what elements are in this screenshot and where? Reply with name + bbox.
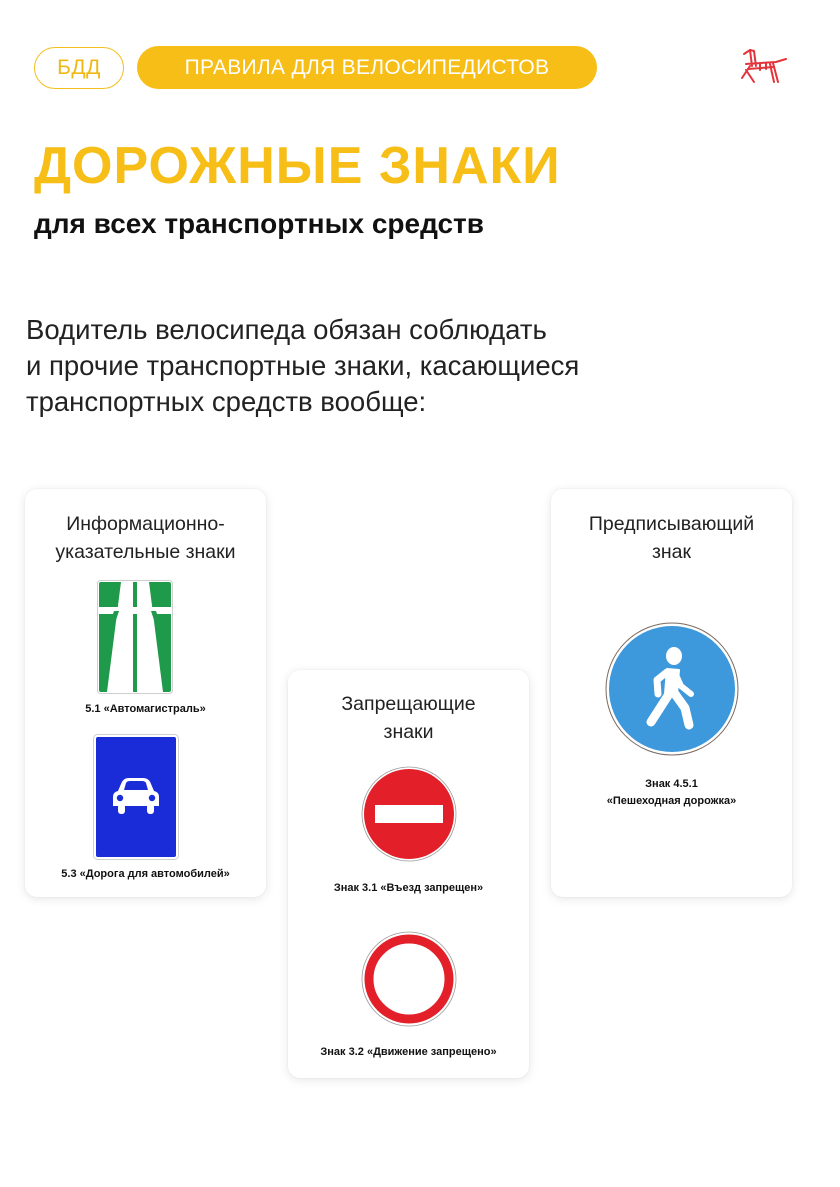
intro-line: Водитель велосипеда обязан соблюдать <box>26 314 547 345</box>
card-mandatory-sign <box>551 489 792 897</box>
intro-line: и прочие транспортные знаки, касающиеся <box>26 350 580 381</box>
card-title-line: Запрещающие <box>341 693 476 715</box>
sign-caption: Знак 3.2 «Движение запрещено» <box>320 1046 497 1058</box>
sign-caption-line: Знак 4.5.1 <box>645 778 698 790</box>
card-title-line: указательные знаки <box>55 541 236 563</box>
card-title-line: Информационно- <box>66 513 225 535</box>
tag-bdd: БДД <box>34 47 124 89</box>
tag-cyclist-rules: ПРАВИЛА ДЛЯ ВЕЛОСИПЕДИСТОВ <box>137 46 597 89</box>
motorway-sign-icon <box>97 580 173 694</box>
sign-caption: Знак 3.1 «Въезд запрещен» <box>333 882 484 894</box>
card-information-signs <box>25 489 266 897</box>
card-title <box>551 510 792 566</box>
card-title-line: Предписывающий <box>588 513 755 535</box>
card-title <box>25 510 266 566</box>
intro-paragraph <box>26 312 706 420</box>
pedestrian-path-sign-icon <box>605 622 739 756</box>
card-title-line: знаки <box>383 721 434 743</box>
no-vehicles-sign-icon <box>361 931 457 1027</box>
page-subtitle: для всех транспортных средств <box>34 208 484 239</box>
sign-caption-line: «Пешеходная дорожка» <box>606 795 737 807</box>
sign-caption: 5.3 «Дорога для автомобилей» <box>61 868 230 880</box>
sign-caption: 5.1 «Автомагистраль» <box>85 703 206 715</box>
no-entry-sign-icon <box>361 766 457 862</box>
card-title <box>288 690 529 746</box>
card-title-line: знак <box>651 541 692 563</box>
intro-line: транспортных средств вообще: <box>26 386 427 417</box>
page-title: ДОРОЖНЫЕ ЗНАКИ <box>34 137 561 195</box>
car-road-sign-icon <box>93 734 179 860</box>
horse-logo-icon <box>736 42 792 86</box>
sign-caption <box>551 776 792 810</box>
card-prohibiting-signs <box>288 670 529 1078</box>
